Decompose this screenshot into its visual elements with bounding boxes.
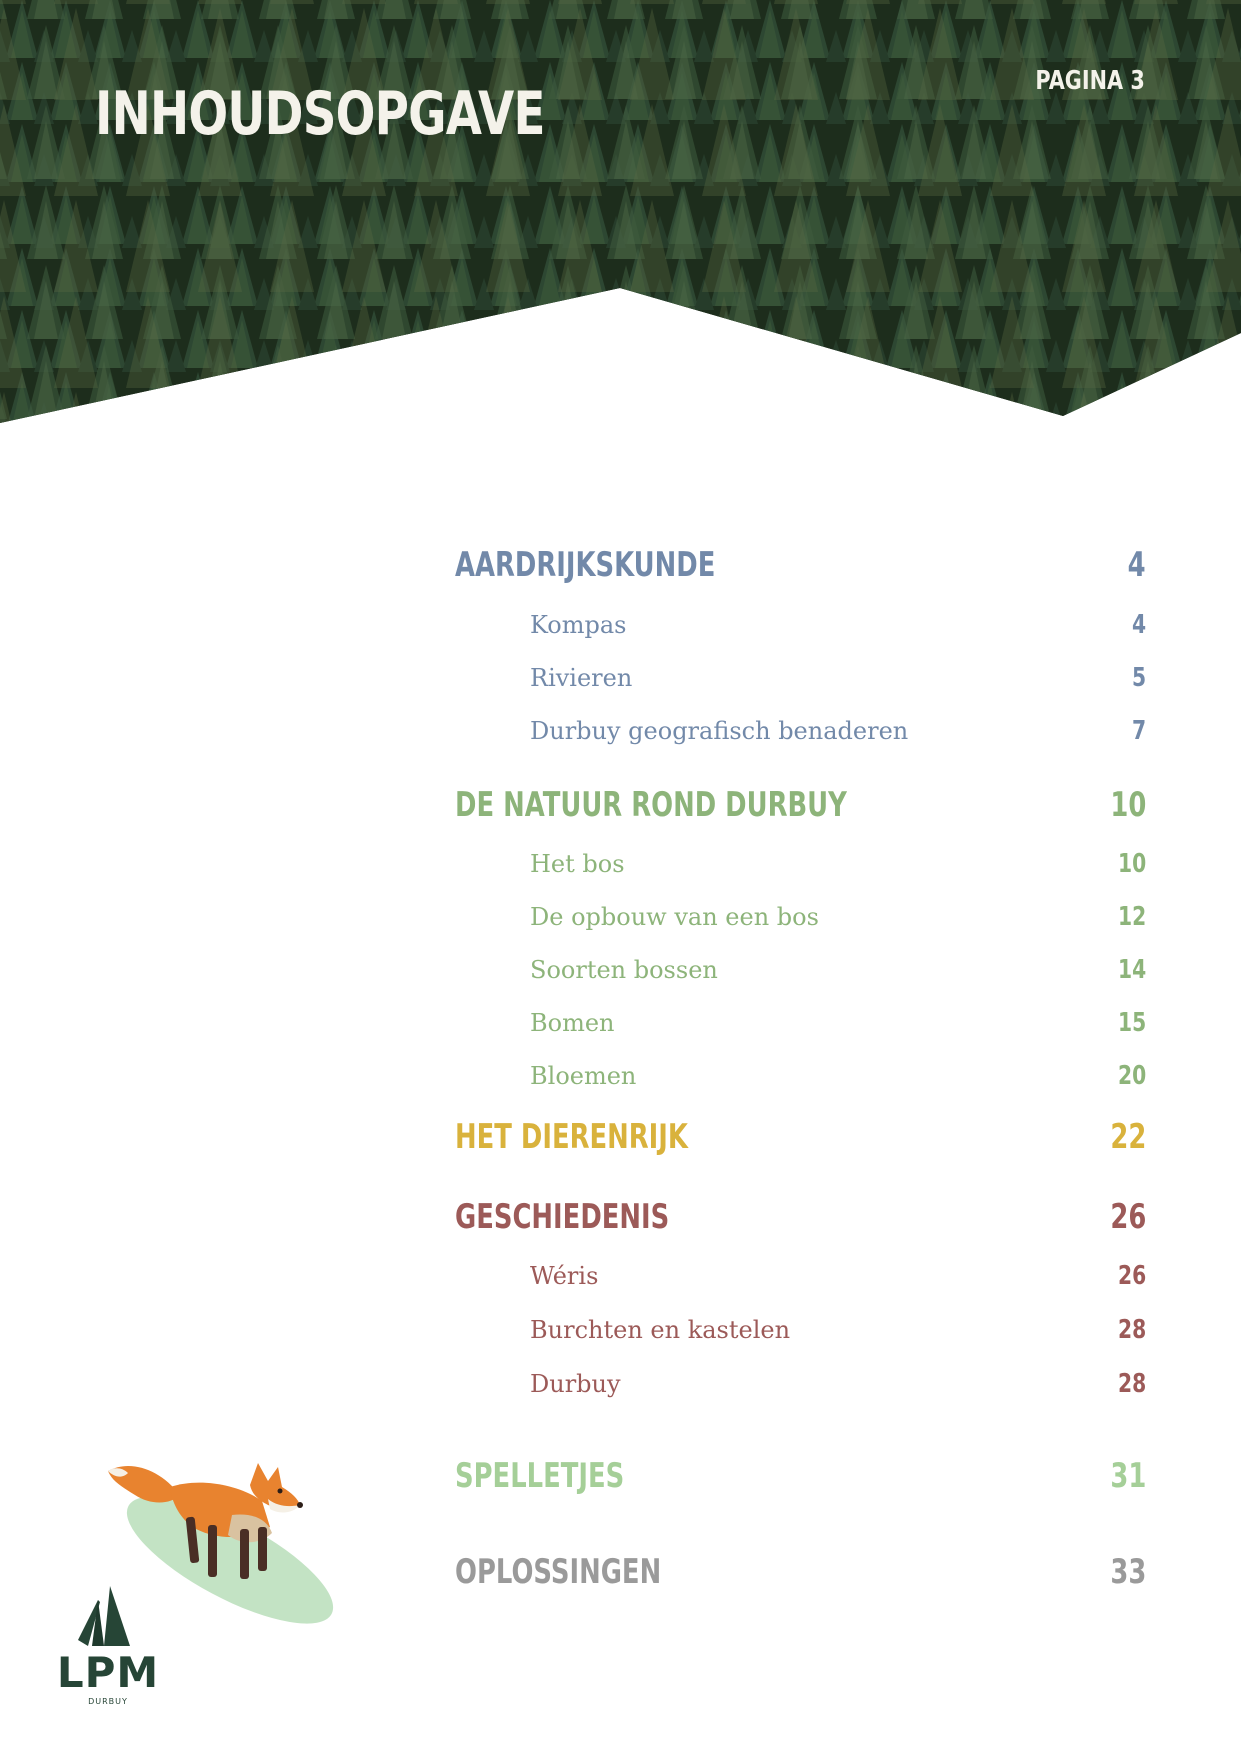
- toc-item-bomen[interactable]: [455, 1010, 1146, 1036]
- toc-item-weris[interactable]: [455, 1263, 1146, 1289]
- toc-item-page: 14: [1117, 955, 1146, 985]
- toc-section-label: GESCHIEDENIS: [455, 1197, 670, 1237]
- toc-section-page: 22: [1110, 1117, 1146, 1157]
- toc-item-burchten[interactable]: [455, 1317, 1146, 1343]
- toc-item-page: 28: [1117, 1369, 1146, 1399]
- toc-item-label: Bloemen: [530, 1062, 637, 1090]
- toc-item-page: 5: [1131, 663, 1146, 693]
- toc-item-opbouw-bos[interactable]: [455, 904, 1146, 930]
- toc-section-label: HET DIERENRIJK: [455, 1117, 688, 1157]
- toc-item-page: 12: [1117, 902, 1146, 932]
- logo-subtext: DURBUY: [88, 1697, 128, 1706]
- toc-section-label: OPLOSSINGEN: [455, 1552, 662, 1592]
- toc-item-label: Het bos: [530, 850, 625, 878]
- lpm-logo: [48, 1580, 173, 1710]
- toc-item-label: Burchten en kastelen: [530, 1316, 791, 1344]
- toc-item-page: 20: [1117, 1061, 1146, 1091]
- fox-eye: [278, 1489, 283, 1494]
- toc-section-page: 31: [1110, 1456, 1146, 1496]
- toc-section-page: 33: [1110, 1552, 1146, 1592]
- toc-item-page: 10: [1117, 849, 1146, 879]
- toc-item-bloemen[interactable]: [455, 1063, 1146, 1089]
- toc-section-page: 10: [1110, 785, 1146, 825]
- toc-item-label: Bomen: [530, 1009, 615, 1037]
- toc-item-label: Kompas: [530, 611, 627, 639]
- page-title: INHOUDSOPGAVE: [95, 79, 545, 149]
- fox-leg-back-2: [208, 1525, 217, 1577]
- toc-item-het-bos[interactable]: [455, 851, 1146, 877]
- toc-section-label: AARDRIJKSKUNDE: [455, 545, 716, 585]
- toc-item-durbuy[interactable]: [455, 1371, 1146, 1397]
- toc-item-label: De opbouw van een bos: [530, 903, 819, 931]
- toc-item-label: Soorten bossen: [530, 956, 718, 984]
- toc-item-page: 26: [1117, 1261, 1146, 1291]
- toc-item-page: 7: [1131, 716, 1146, 746]
- toc-item-label: Wéris: [530, 1262, 599, 1290]
- fox-leg-front-2: [258, 1527, 267, 1571]
- toc-section-label: DE NATUUR ROND DURBUY: [455, 785, 847, 825]
- fox-leg-front-1: [240, 1529, 249, 1579]
- page-number: PAGINA 3: [1035, 66, 1145, 96]
- fox-nose: [297, 1502, 303, 1508]
- toc-item-page: 15: [1117, 1008, 1146, 1038]
- toc-item-label: Durbuy geografisch benaderen: [530, 717, 909, 745]
- toc-item-page: 28: [1117, 1315, 1146, 1345]
- toc-section-aardrijkskunde[interactable]: [455, 545, 1146, 585]
- toc-section-geschiedenis[interactable]: [455, 1197, 1146, 1237]
- toc-section-label: SPELLETJES: [455, 1456, 625, 1496]
- toc-item-kompas[interactable]: [455, 612, 1146, 638]
- toc-item-label: Durbuy: [530, 1370, 621, 1398]
- toc-item-soorten-bossen[interactable]: [455, 957, 1146, 983]
- toc-section-natuur[interactable]: [455, 785, 1146, 825]
- toc-section-page: 4: [1128, 545, 1146, 585]
- logo-sails-icon: [48, 1580, 173, 1655]
- table-of-contents: [455, 0, 1146, 1754]
- logo-text: LPM: [56, 1648, 160, 1697]
- toc-section-dierenrijk[interactable]: [455, 1117, 1146, 1157]
- toc-section-spelletjes[interactable]: [455, 1456, 1146, 1496]
- toc-item-label: Rivieren: [530, 664, 633, 692]
- toc-section-page: 26: [1110, 1197, 1146, 1237]
- toc-item-rivieren[interactable]: [455, 665, 1146, 691]
- toc-item-page: 4: [1131, 610, 1146, 640]
- toc-section-oplossingen[interactable]: [455, 1552, 1146, 1592]
- toc-item-durbuy-geografisch[interactable]: [455, 718, 1146, 744]
